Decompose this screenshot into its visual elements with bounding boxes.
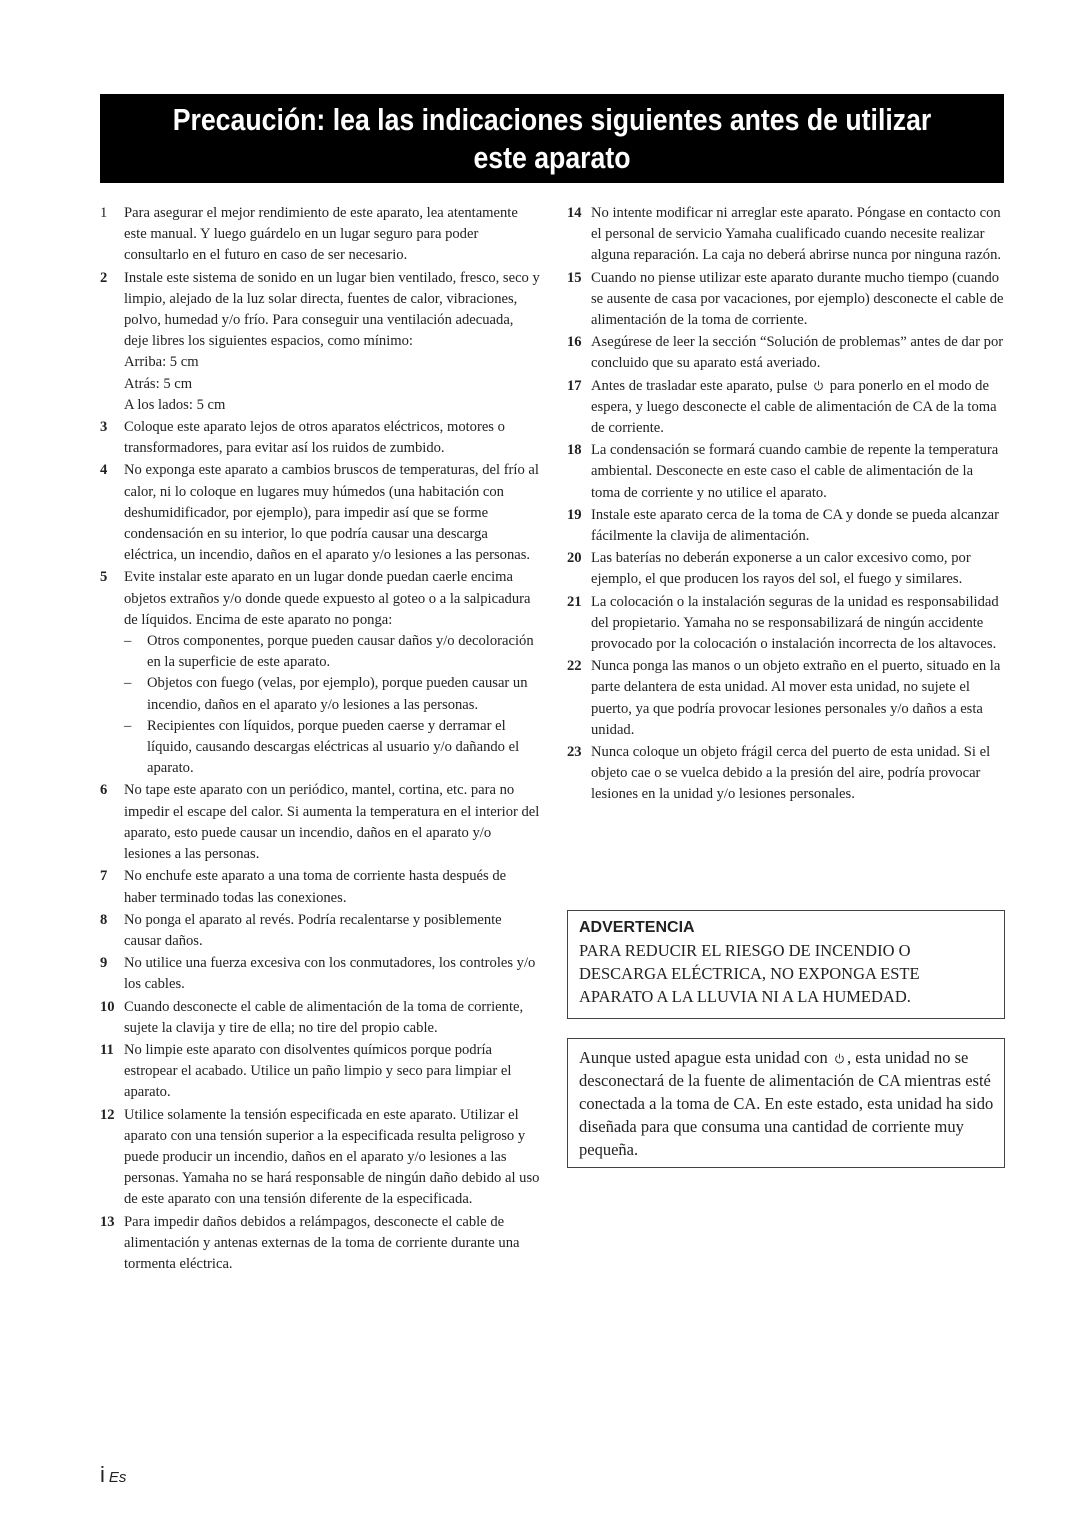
item-number: 21 (567, 593, 582, 610)
precaution-item-2 (100, 268, 540, 416)
item-text: Utilice solamente la tensión especificada en este aparato. Utilizar el aparato con una tensión superior a la especificada resulta peligroso y puede producir un incendio, daños en el aparato y/o lesiones a las personas. Yamaha no se hará responsable de ningún daño debido al uso de este aparato con una tensión diferente de la especificada. (124, 1106, 540, 1208)
precaution-item-6 (100, 780, 540, 865)
item-text: No exponga este aparato a cambios bruscos de temperaturas, del frío al calor, ni lo coloque en lugares muy húmedos (una habitación con deshumidificador, por ejemplo), para impedir así que se forme condensación en su interior, lo que podría causar una descarga eléctrica, un incendio, daños en el aparato y/o lesiones a las personas. (124, 462, 539, 564)
note-text-after-icon: , esta unidad no se desconectará de la fuente de alimentación de CA mientras esté conectada a la toma de CA. En este estado, esta unidad ha sido diseñada para que consuma una cantidad de corriente muy pequeña. (579, 1048, 994, 1159)
precaution-item-17 (567, 376, 1005, 440)
precaution-item-7 (100, 866, 540, 908)
precaution-item-14 (567, 203, 1005, 267)
item-text: Cuando no piense utilizar este aparato durante mucho tiempo (cuando se ausente de casa por vacaciones, por ejemplo) desconecte el cable de alimentación de la toma de corriente. (591, 269, 1004, 329)
sub-item-text: Recipientes con líquidos, porque pueden caerse y derramar el líquido, causando descargas eléctricas al usuario y/o dañando el aparato. (147, 717, 520, 777)
item-text (591, 376, 1005, 440)
precaution-item-18 (567, 440, 1005, 504)
sub-item (124, 673, 540, 715)
standby-note-box (567, 1038, 1005, 1168)
item-number: 9 (100, 955, 108, 972)
page-footer (100, 1462, 126, 1488)
item-text: No limpie este aparato con disolventes químicos porque podría estropear el acabado. Utilice un paño limpio y seco para limpiar el aparato. (124, 1041, 512, 1101)
item-text: Instale este sistema de sonido en un lugar bien ventilado, fresco, seco y limpio, alejado de la luz solar directa, fuentes de calor, vibraciones, polvo, humedad y/o frío. Para conseguir una ventilación adecuada, deje libres los siguientes espacios, como mínimo: (124, 269, 540, 350)
precaution-item-20 (567, 548, 1005, 590)
standby-power-icon (813, 380, 824, 391)
note-text-before-icon: Aunque usted apague esta unidad con (579, 1048, 828, 1067)
item-text: Nunca coloque un objeto frágil cerca del puerto de esta unidad. Si el objeto cae o se vuelca debido a la presión del aire, podría provocar lesiones en la unidad y/o lesiones personales. (591, 744, 991, 803)
item-text: No intente modificar ni arreglar este aparato. Póngase en contacto con el personal de servicio Yamaha cualificado cuando necesite realizar alguna reparación. La caja no deberá abrirse nunca por ninguna razón. (591, 205, 1002, 264)
item-number: 7 (100, 868, 108, 885)
precaution-item-10 (100, 997, 540, 1039)
item-text: No ponga el aparato al revés. Podría recalentarse y posiblemente causar daños. (124, 911, 502, 949)
dash-bullet: – (124, 675, 132, 692)
item-text: Las baterías no deberán exponerse a un calor excesivo como, por ejemplo, el que producen los rayos del sol, el fuego y similares. (591, 550, 971, 588)
precaution-item-15 (567, 268, 1005, 332)
warning-title: ADVERTENCIA (579, 919, 695, 936)
item-number: 11 (100, 1041, 114, 1058)
item-text: La condensación se formará cuando cambie de repente la temperatura ambiental. Desconecte en este caso el cable de alimentación de la toma de corriente y no utilice el aparato. (591, 442, 999, 501)
sub-item-text: Otros componentes, porque pueden causar daños y/o decoloración en la superficie de este aparato. (147, 633, 534, 671)
precaution-item-13 (100, 1212, 540, 1276)
clearance-back: Atrás: 5 cm (124, 375, 193, 392)
precaution-item-5 (100, 567, 540, 779)
item-text: Para asegurar el mejor rendimiento de este aparato, lea atentamente este manual. Y luego guárdelo en un lugar seguro para poder consultarlo en el futuro en caso de ser necesario. (124, 205, 518, 264)
item-number: 18 (567, 442, 582, 459)
clearance-top: Arriba: 5 cm (124, 354, 199, 371)
language-code: Es (108, 1469, 127, 1486)
precaution-item-9 (100, 953, 540, 995)
item-text: Coloque este aparato lejos de otros aparatos eléctricos, motores o transformadores, para evitar así los ruidos de zumbido. (124, 419, 505, 457)
item-number: 3 (100, 419, 108, 436)
sub-item (124, 716, 540, 780)
sub-item-text: Objetos con fuego (velas, por ejemplo), porque pueden causar un incendio, daños en el aparato y/o lesiones a las personas. (147, 675, 528, 713)
item-number: 8 (100, 911, 108, 928)
item-number: 17 (567, 377, 582, 394)
page-header (100, 94, 1004, 183)
item-number: 13 (100, 1213, 115, 1230)
item-text: No enchufe este aparato a una toma de corriente hasta después de haber terminado todas las conexiones. (124, 868, 507, 906)
precaution-item-3 (100, 417, 540, 459)
item-text: No tape este aparato con un periódico, mantel, cortina, etc. para no impedir el escape del calor. Si aumenta la temperatura en el interior del aparato, esto puede causar un incendio, daños en el aparato y/o lesiones a las personas. (124, 782, 540, 863)
precaution-item-8 (100, 910, 540, 952)
item-number: 4 (100, 462, 108, 479)
dash-bullet: – (124, 717, 132, 734)
item-text: Asegúrese de leer la sección “Solución de problemas” antes de dar por concluido que su aparato está averiado. (591, 334, 1004, 372)
precaution-item-11 (100, 1040, 540, 1104)
dash-bullet: – (124, 633, 132, 650)
item-number: 20 (567, 550, 582, 567)
item-text: No utilice una fuerza excesiva con los conmutadores, los controles y/o los cables. (124, 955, 536, 993)
item-text-before-icon: Antes de trasladar este aparato, pulse (591, 377, 808, 394)
item-number: 2 (100, 269, 108, 286)
warning-text: PARA REDUCIR EL RIESGO DE INCENDIO O DESCARGA ELÉCTRICA, NO EXPONGA ESTE APARATO A LA LLUVIA NI A LA HUMEDAD. (579, 941, 920, 1006)
item-number: 6 (100, 782, 108, 799)
page-number: i (100, 1462, 105, 1487)
item-number: 16 (567, 334, 582, 351)
sub-item (124, 631, 540, 673)
item-text: Nunca ponga las manos o un objeto extraño en el puerto, situado en la parte delantera de esta unidad. Al mover esta unidad, no sujete el puerto, ya que podría provocar lesiones personales y/o daños a esta unidad. (591, 658, 1001, 738)
standby-note-text (579, 1046, 994, 1161)
item-text: Instale este aparato cerca de la toma de CA y donde se pueda alcanzar fácilmente la clavija de alimentación. (591, 506, 1000, 545)
item-number: 12 (100, 1106, 115, 1123)
precaution-item-22 (567, 656, 1005, 741)
item-text-after-icon: para ponerlo en el modo de espera, y luego desconecte el cable de alimentación de CA de la toma de corriente. (591, 377, 997, 437)
item-text: La colocación o la instalación seguras de la unidad es responsabilidad del propietario. Yamaha no se responsabilizará de ningún accidente provocado por la colocación o instalación incorrecta de los altavoces. (591, 593, 999, 653)
precaution-item-23 (567, 742, 1005, 806)
item-number: 23 (567, 744, 582, 761)
item-number: 22 (567, 658, 582, 675)
item-text: Cuando desconecte el cable de alimentación de la toma de corriente, sujete la clavija y tire de ella; no tire del propio cable. (124, 998, 524, 1036)
warning-box (567, 910, 1005, 1019)
item-number: 19 (567, 506, 582, 523)
item-number: 1 (100, 205, 108, 221)
precaution-item-16 (567, 332, 1005, 374)
item-text: Para impedir daños debidos a relámpagos, desconecte el cable de alimentación y antenas externas de la toma de corriente durante una tormenta eléctrica. (124, 1213, 520, 1272)
item-number: 14 (567, 205, 582, 221)
standby-power-icon (834, 1053, 845, 1064)
precautions-right-column (567, 203, 1005, 807)
item-text: Evite instalar este aparato en un lugar donde puedan caerle encima objetos extraños y/o donde quede expuesto al goteo o a la salpicadura de líquidos. Encima de este aparato no ponga: (124, 569, 531, 628)
clearance-sides: A los lados: 5 cm (124, 396, 226, 413)
item-number: 15 (567, 269, 582, 286)
precautions-left-column (100, 203, 540, 1276)
precaution-item-12 (100, 1105, 540, 1211)
precaution-item-4 (100, 460, 540, 566)
precaution-item-21 (567, 592, 1005, 656)
precaution-item-19 (567, 505, 1005, 547)
precaution-item-1 (100, 203, 540, 267)
item-number: 10 (100, 998, 115, 1015)
item-number: 5 (100, 569, 108, 586)
page-title: Precaución: lea las indicaciones siguientes antes de utilizar este aparato (172, 101, 932, 175)
